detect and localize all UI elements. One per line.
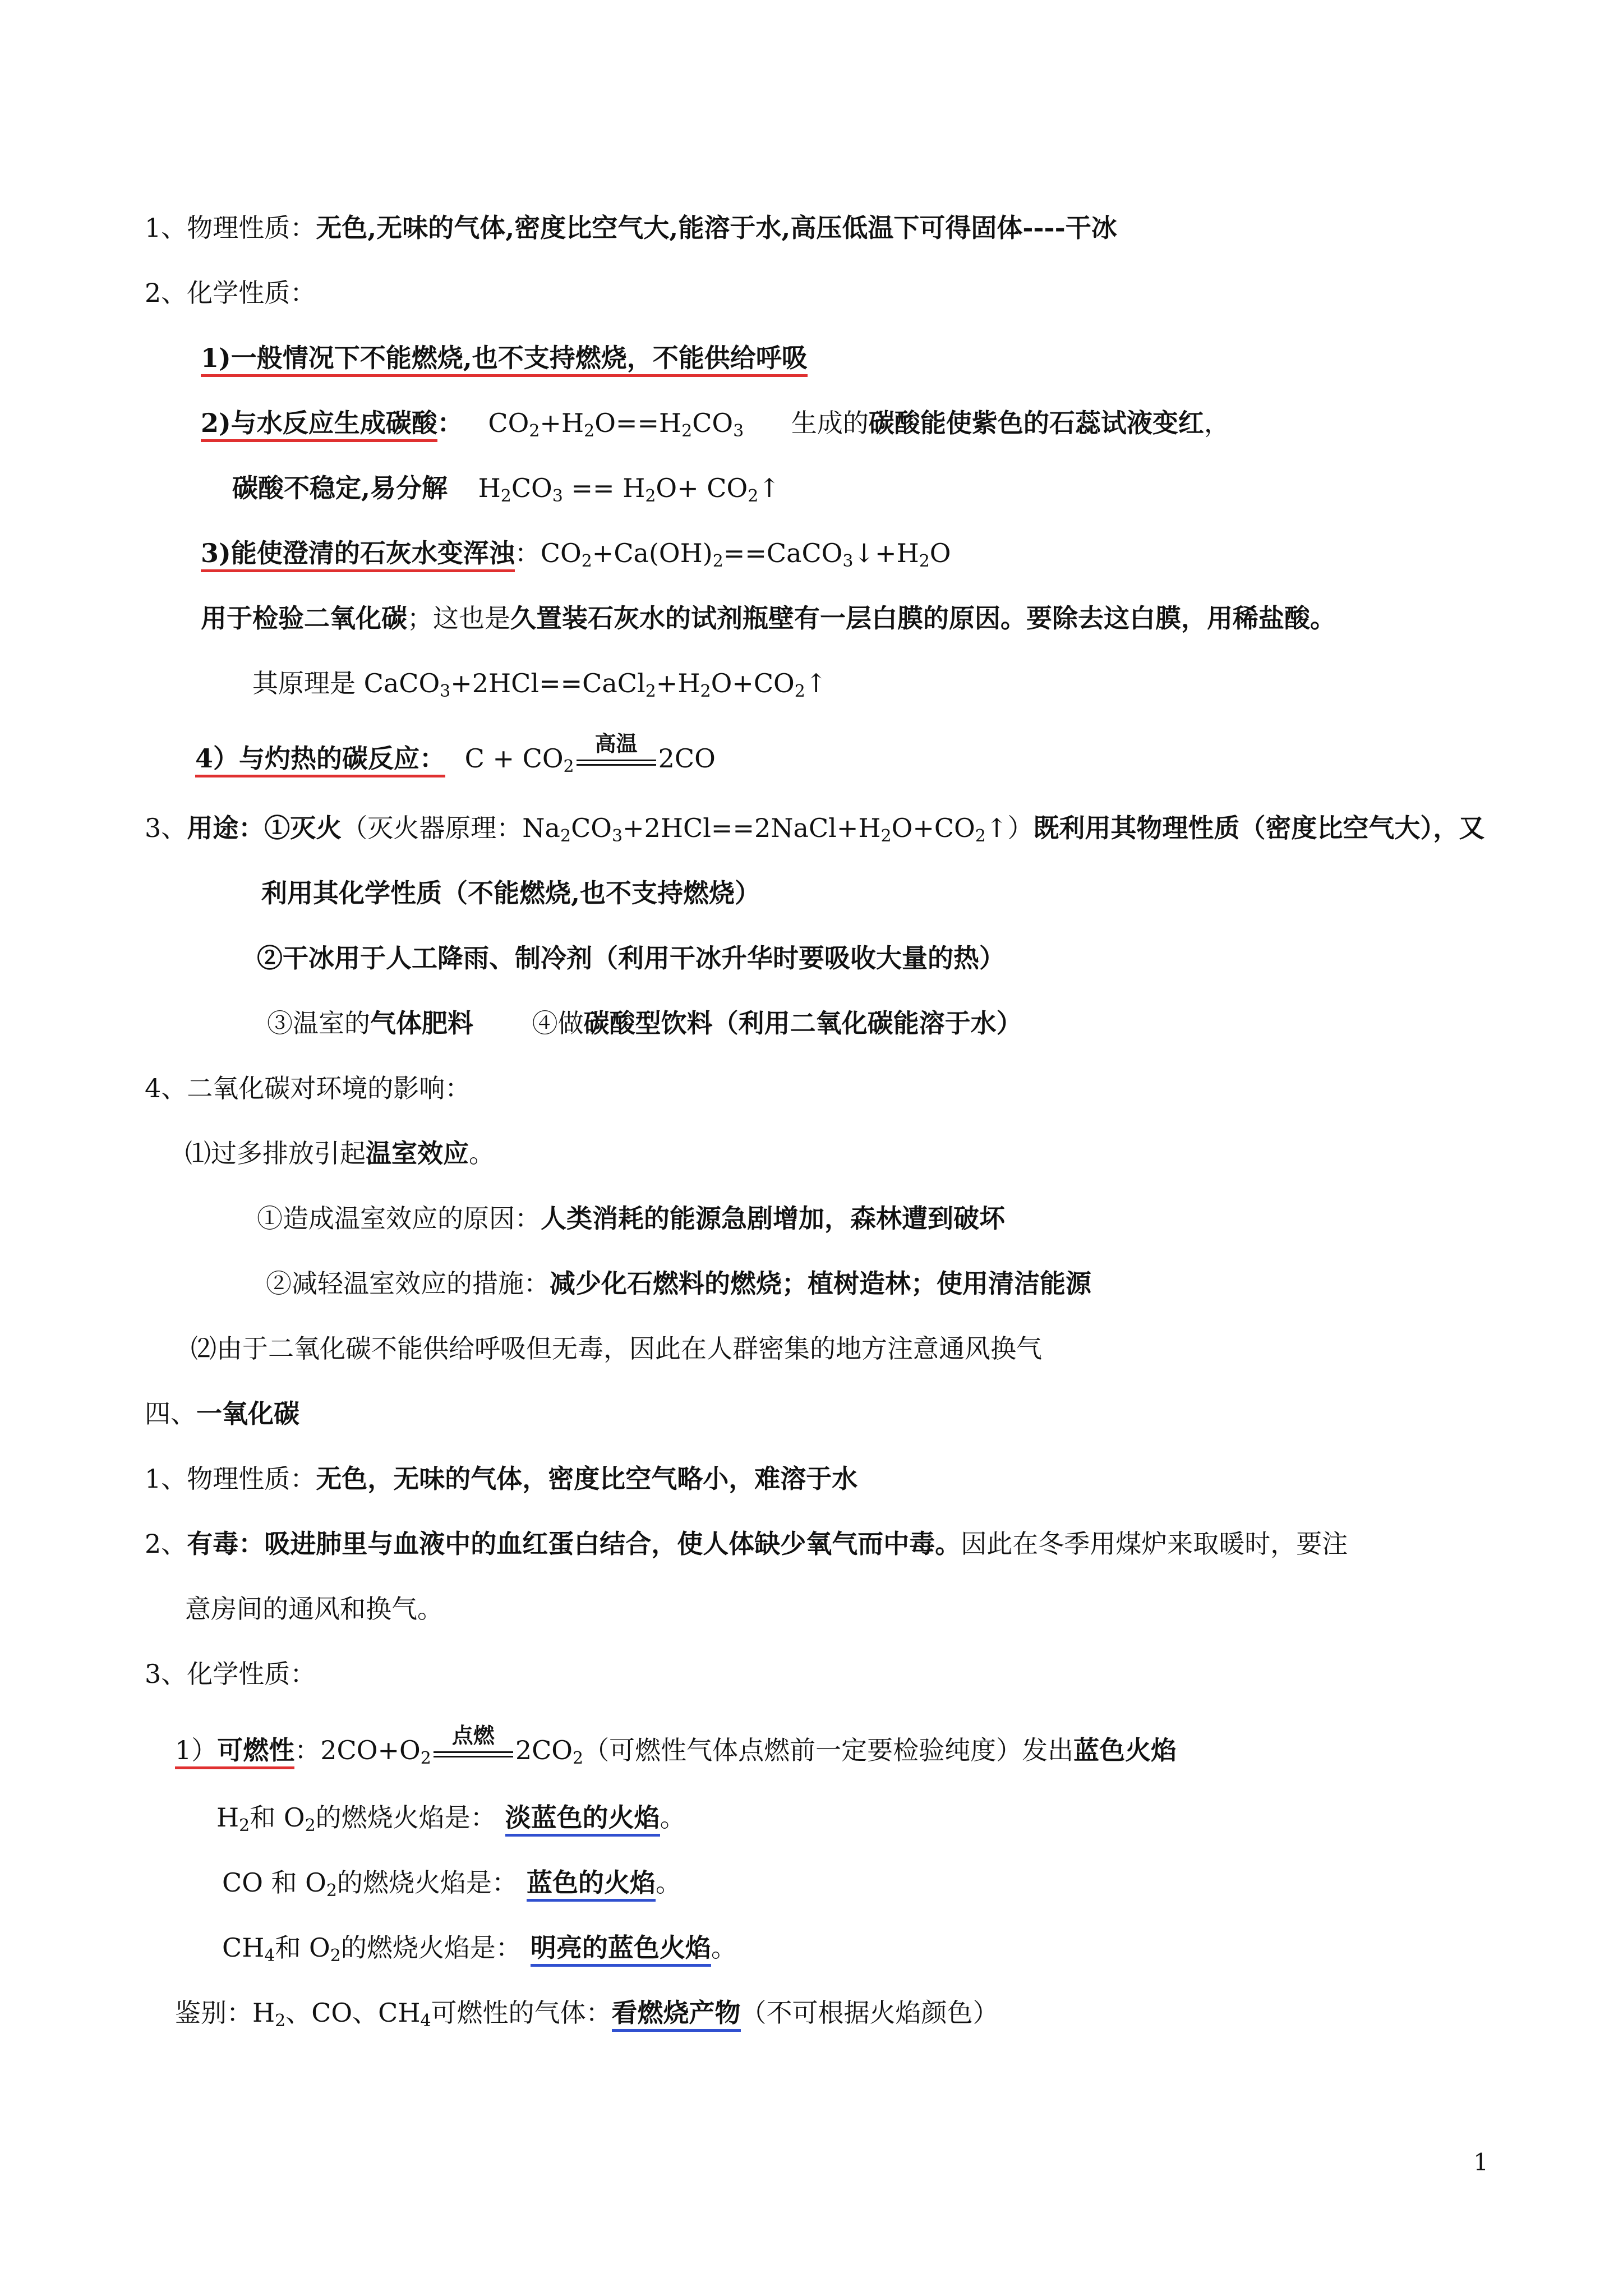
co2-uses-cont bbox=[261, 876, 760, 910]
text: 2、 bbox=[145, 1529, 187, 1559]
co2-physical-properties bbox=[145, 211, 1117, 245]
equation: $CO_2+H_2O==H_2CO_3$ bbox=[488, 408, 744, 441]
co-chemical-properties-heading bbox=[145, 1657, 316, 1691]
equation: （灭火器原理：$Na_2CO_3+2HCl==2NaCl+H_2O+CO_2↑$） bbox=[342, 813, 1034, 846]
carbonic-acid-decomposition bbox=[232, 471, 780, 505]
co2-uses bbox=[145, 811, 1484, 845]
greenhouse-measures bbox=[266, 1267, 1091, 1300]
reaction-condition: 高温 bbox=[574, 742, 658, 775]
text-bold: ②干冰用于人工降雨、制冷剂（利用干冰升华时要吸收大量的热） bbox=[257, 943, 1005, 973]
text-underlined-red: 3)能使澄清的石灰水变浑浊 bbox=[201, 538, 515, 572]
text-bold: 碳酸型饮料（利用二氧化碳能溶于水） bbox=[583, 1008, 1022, 1038]
text: （可燃性气体点燃前一定要检验纯度）发出 bbox=[583, 1735, 1074, 1765]
text: ③温室的 bbox=[267, 1008, 370, 1038]
text-bold: 用途：①灭火 bbox=[187, 813, 342, 843]
text: ①造成温室效应的原因： bbox=[257, 1203, 541, 1234]
greenhouse-cause bbox=[257, 1202, 1005, 1235]
text: 1、物理性质： bbox=[145, 1464, 316, 1494]
text-bold: 用于检验二氧化碳 bbox=[201, 603, 407, 633]
text-underlined-red: 4）与灼热的碳反应： bbox=[195, 743, 445, 777]
text-bold: 气体肥料 bbox=[370, 1008, 473, 1038]
text-bold: 温室效应 bbox=[366, 1138, 469, 1168]
co2-chemical-properties-heading bbox=[145, 276, 316, 310]
text-bold: 利用其化学性质（不能燃烧,也不支持燃烧） bbox=[261, 878, 761, 908]
equation: $C + CO_2$ 高温 2CO bbox=[464, 731, 716, 776]
chem-property-3 bbox=[201, 536, 951, 570]
dry-ice-use bbox=[257, 941, 1005, 975]
ventilation-note bbox=[191, 1332, 1042, 1365]
identification: 鉴别：$H_2$、CO、$CH_4$可燃性的气体：看燃烧产物（不可根据火焰颜色） bbox=[175, 1998, 999, 2031]
text-bold: 减少化石燃料的燃烧；植树造林；使用清洁能源 bbox=[550, 1268, 1091, 1299]
text: ： bbox=[437, 408, 463, 438]
text-bold: 无色,无味的气体,密度比空气大,能溶于水,高压低温下可得固体----干冰 bbox=[316, 213, 1117, 243]
text-underlined-blue: 淡蓝色的火焰 bbox=[505, 1802, 660, 1837]
removal-principle bbox=[252, 666, 827, 700]
text: 生成的 bbox=[791, 408, 869, 438]
equation: ：$2CO+O_2$ 点燃 $2CO_2$ bbox=[294, 1723, 584, 1768]
chem-property-1 bbox=[201, 341, 808, 375]
ch4-flame: $CH_4$和 $O_2$的燃烧火焰是： 明亮的蓝色火焰。 bbox=[222, 1932, 737, 1966]
text: ；这也是 bbox=[407, 603, 510, 633]
text: 意房间的通风和换气。 bbox=[185, 1594, 443, 1624]
text-bold: 一氧化碳 bbox=[196, 1398, 299, 1429]
text-bold: 碳酸不稳定,易分解 bbox=[232, 473, 448, 503]
text: ⑵由于二氧化碳不能供给呼吸但无毒，因此在人群密集的地方注意通风换气 bbox=[191, 1333, 1042, 1364]
text-bold: 人类消耗的能源急剧增加，森林遭到破坏 bbox=[541, 1203, 1005, 1234]
equation: 其原理是 $CaCO_3+2HCl==CaCl_2+H_2O+CO_2↑$ bbox=[252, 668, 827, 701]
text: ⑴过多排放引起 bbox=[185, 1138, 366, 1168]
text-underlined-red: 2)与水反应生成碳酸 bbox=[201, 408, 437, 442]
text-bold: 碳酸能使紫色的石蕊试液变红 bbox=[868, 408, 1204, 438]
text: 1、物理性质： bbox=[145, 213, 316, 243]
co-toxicity bbox=[145, 1527, 1348, 1561]
text-bold: 蓝色火焰 bbox=[1073, 1735, 1177, 1765]
text: ， bbox=[1204, 408, 1230, 438]
equation: $H_2CO_3 == H_2O+$ $CO_2↑$ bbox=[478, 473, 780, 506]
limewater-note bbox=[201, 601, 1336, 635]
reaction-condition: 点燃 bbox=[431, 1733, 515, 1767]
greenhouse-effect bbox=[185, 1137, 495, 1170]
label-underlined-red: 1）可燃性 bbox=[175, 1735, 294, 1769]
text: 。 bbox=[469, 1138, 495, 1168]
co-toxicity-cont bbox=[185, 1592, 443, 1626]
text-underlined-red: 1)一般情况下不能燃烧,也不支持燃烧，不能供给呼吸 bbox=[201, 343, 808, 377]
text-underlined-blue: 明亮的蓝色火焰 bbox=[531, 1932, 711, 1967]
greenhouse-and-drink-use bbox=[267, 1006, 1022, 1040]
text: ④做 bbox=[532, 1008, 584, 1038]
text-underlined-blue: 看燃烧产物 bbox=[612, 1998, 741, 2032]
text: 3、 bbox=[145, 813, 187, 843]
text: 因此在冬季用煤炉来取暖时，要注 bbox=[961, 1529, 1348, 1559]
text: 四、 bbox=[145, 1398, 196, 1429]
co-physical-properties bbox=[145, 1462, 857, 1496]
co-flammability bbox=[175, 1723, 1177, 1768]
co-flame: CO 和 $O_2$的燃烧火焰是： 蓝色的火焰。 bbox=[222, 1867, 681, 1901]
text: 2、化学性质： bbox=[145, 278, 316, 308]
text-bold: 无色，无味的气体，密度比空气略小，难溶于水 bbox=[316, 1464, 858, 1494]
h2-flame: $H_2$和 $O_2$的燃烧火焰是： 淡蓝色的火焰。 bbox=[216, 1802, 686, 1835]
section-co-heading bbox=[145, 1397, 299, 1430]
text: ②减轻温室效应的措施： bbox=[266, 1268, 550, 1299]
environment-impact-heading bbox=[145, 1071, 471, 1105]
page-number: 1 bbox=[1473, 2148, 1488, 2176]
chem-property-4 bbox=[195, 731, 716, 776]
text-bold: 既利用其物理性质（密度比空气大），又 bbox=[1033, 813, 1485, 843]
text-bold: 有毒：吸进肺里与血液中的血红蛋白结合，使人体缺少氧气而中毒。 bbox=[187, 1529, 961, 1559]
equation: ：$CO_2+Ca(OH)_2==CaCO_3↓+H_2O$ bbox=[514, 538, 951, 571]
text-bold: 久置装石灰水的试剂瓶壁有一层白膜的原因。要除去这白膜，用稀盐酸。 bbox=[510, 603, 1336, 633]
text-underlined-blue: 蓝色的火焰 bbox=[527, 1867, 656, 1902]
text: 4、二氧化碳对环境的影响： bbox=[145, 1073, 471, 1103]
text: 3、化学性质： bbox=[145, 1659, 316, 1689]
chem-property-2 bbox=[201, 406, 1230, 440]
